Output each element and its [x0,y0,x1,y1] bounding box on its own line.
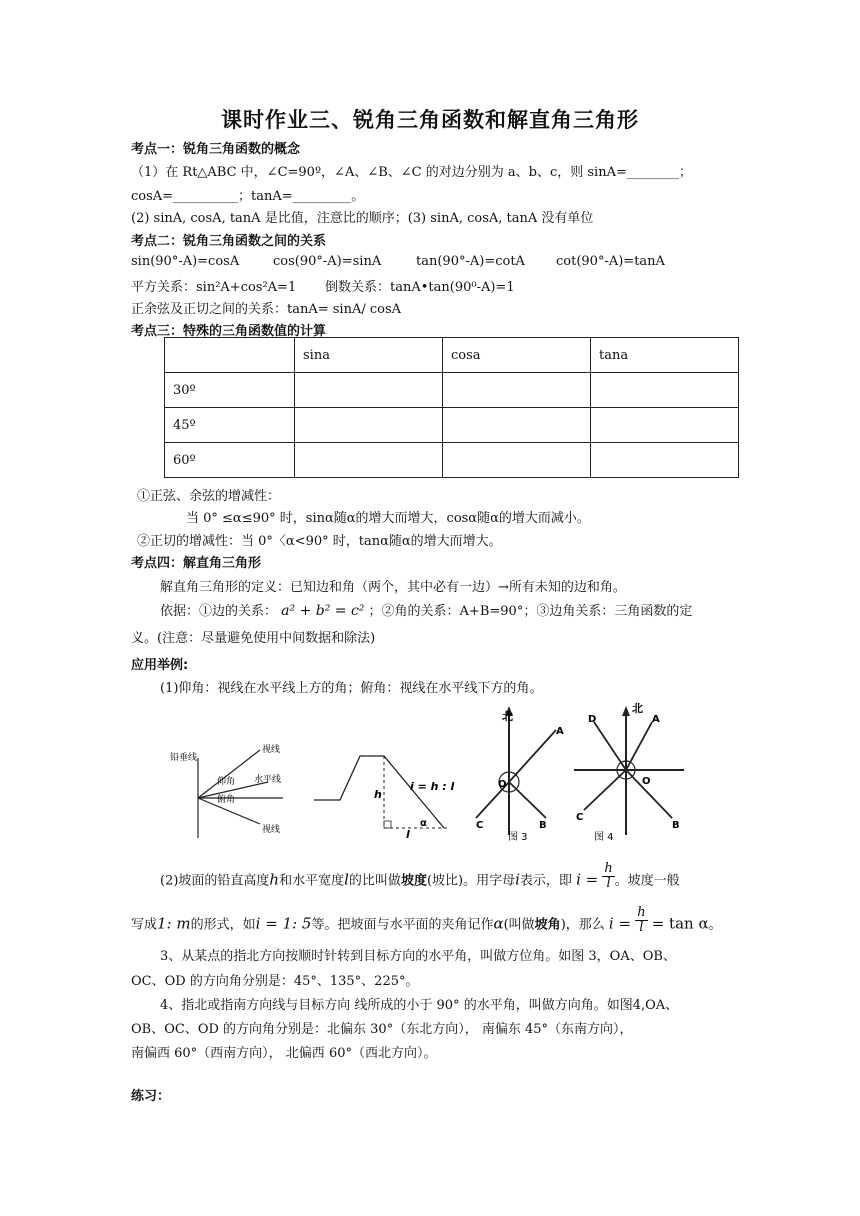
slope-definition-cont: 写成1: m的形式，如i = 1: 5等。把坡面与水平面的夹角记作α(叫做坡角)，那么 i = $\frac{h}{l}$ = tan α。 [131,905,722,936]
point-o-label: O [642,776,651,787]
table-cell [591,443,739,478]
table-cell [591,408,739,443]
sight-line-label: 视线 [262,745,281,755]
point-a-label: A [556,726,564,737]
table-cell [295,408,443,443]
s2-reciprocal-relation: 倒数关系：tanA•tan(90⁰-A)=1 [325,280,515,295]
section-1-heading: 考点一：锐角三角函数的概念 [131,142,301,157]
s2-relation-1: sin(90°-A)=cosA [131,254,240,269]
special-values-table [164,337,739,478]
text-run: 写成 [131,917,158,933]
symbol-1-m: 1: m [157,914,191,933]
text-run: 等。把坡面与水平面的夹角记作 [311,917,494,933]
point-c-label: C [576,812,584,823]
s2-relation-3: tan(90°-A)=cotA [416,254,525,269]
symbol-i-eq: i = [608,914,632,933]
elevation-depression-definition: (1)仰角：视线在水平线上方的角；俯角：视线在水平线下方的角。 [160,681,543,696]
symbol-h: h [269,870,280,889]
point-a-label: A [652,714,660,725]
fraction-numerator: h [637,905,646,920]
s1-line2: cosA=__________；tanA=_________。 [131,189,365,204]
depression-angle-label: 俯角 [217,795,236,805]
table-header-cell [165,338,295,373]
vertical-line-label: 铅垂线 [170,753,198,763]
text-run: )，那么 [560,917,605,933]
point-b-label: B [672,820,680,831]
bearing-diagram-fig4 [572,700,692,842]
term-slope: 坡度 [400,873,427,889]
monotonicity-sin-cos: 当 0° ≤α≤90° 时，sinα随α的增大而增大，cosα随α的增大而减小。 [186,511,590,526]
section-3-heading: 考点三：特殊的三角函数值的计算 [131,324,327,339]
table-row [165,373,739,408]
symbol-i: i [515,870,520,889]
table-header-cell: tana [591,338,739,373]
table-cell [591,373,739,408]
point-c-label: C [476,820,484,831]
table-cell [295,373,443,408]
table-cell [295,443,443,478]
text-run: 。坡度一般 [614,873,680,889]
horizontal-line-label: 水平线 [254,775,282,785]
text-run: (2)坡面的铅直高度 [160,873,270,889]
fraction-h-over-l [635,906,647,936]
point-d-label: D [588,714,597,725]
bearing-definition-cont: OB、OC、OD 的方向角分别是：北偏东 30°（东北方向）， 南偏东 45°（东南方向）， [131,1022,633,1037]
s1-line3: (2) sinA, cosA, tanA 是比值，注意比的顺序；(3) sinA, cosA, tanA 没有单位 [131,211,594,226]
table-cell [443,443,591,478]
table-row [165,408,739,443]
symbol-i-1-5: i = 1: 5 [255,914,312,933]
slope-angle-label: α [420,818,427,829]
symbol-l: l [344,870,349,889]
s1-line1: （1）在 Rt△ABC 中，∠C=90º，∠A、∠B、∠C 的对边分别为 a、b、c，则 sinA=________； [131,165,692,180]
table-row-label: 30º [165,373,295,408]
section-2-heading: 考点二：锐角三角函数之间的关系 [131,234,327,249]
height-label: h [374,788,382,801]
bearing-definition-cont2: 南偏西 60°（西南方向）， 北偏西 60°（西北方向）。 [131,1046,437,1061]
figure-4-caption: 图 4 [594,832,614,842]
table-header-cell: sina [295,338,443,373]
fraction-denominator: l [639,920,644,936]
solve-definition: 解直角三角形的定义：已知边和角（两个，其中必有一边）→所有未知的边和角。 [160,580,626,595]
elevation-depression-diagram [168,740,298,840]
basis-text: ；②角的关系：A+B=90°；③边角关系：三角函数的定 [368,604,693,619]
s2-relation-2: cos(90°-A)=sinA [273,254,382,269]
s2-square-relation: 平方关系：sin²A+cos²A=1 [131,280,297,295]
text-run: 的形式，如 [190,917,256,933]
table-cell [443,373,591,408]
practice-heading: 练习： [131,1089,171,1104]
page-title: 课时作业三、锐角三角函数和解直角三角形 [221,108,639,132]
fraction-numerator: h [604,861,613,876]
table-row-label: 60º [165,443,295,478]
table-cell [443,408,591,443]
point-b-label: B [539,820,547,831]
solve-basis [160,600,692,619]
azimuth-definition-cont: OC、OD 的方向角分别是：45°、135°、225°。 [131,974,419,989]
table-header-row [165,338,739,373]
pythagoras-formula: a² + b² = c² [281,603,365,619]
symbol-i-eq: i = [576,870,599,889]
applications-heading: 应用举例: [131,658,189,673]
table-row-label: 45º [165,408,295,443]
bearing-diagram-fig3 [464,700,574,842]
text-run: 和水平宽度 [279,873,345,889]
monotonicity-tan: ②正切的增减性：当 0°〈α<90° 时，tanα随α的增大而增大。 [137,534,502,549]
solve-note: 义。(注意：尽量避免使用中间数据和除法) [131,631,376,646]
fraction-denominator: l [606,876,611,892]
point-o-label: O [498,779,507,790]
text-run: (坡比)。用字母 [426,873,516,889]
north-label: 北 [632,702,643,715]
fraction-h-over-l [602,862,614,892]
width-label: l [406,828,410,840]
s2-ratio-relation: 正余弦及正切之间的关系：tanA= sinA/ cosA [131,302,402,317]
figure-3-caption: 图 3 [508,832,528,842]
text-run: 的比叫做 [348,873,401,889]
symbol-alpha: α [493,914,504,933]
table-row [165,443,739,478]
text-run: (叫做 [503,917,535,933]
azimuth-definition: 3、从某点的指北方向按顺时针转到目标方向的水平角，叫做方位角。如图 3，OA、OB、 [160,949,676,964]
s2-relation-4: cot(90°-A)=tanA [556,254,665,269]
sight-line-label: 视线 [262,825,281,835]
basis-text: 依据：①边的关系： [160,604,278,619]
slope-ratio-label: i = h : l [410,780,455,793]
elevation-angle-label: 仰角 [217,777,236,787]
monotonicity-heading: ①正弦、余弦的增减性： [137,489,281,504]
text-run: 表示，即 [519,873,572,889]
tan-alpha: = tan α [651,914,709,933]
term-slope-angle: 坡角 [534,917,561,933]
table-header-cell: cosa [443,338,591,373]
section-4-heading: 考点四：解直角三角形 [131,556,262,571]
slope-definition [160,861,680,896]
bearing-definition: 4、指北或指南方向线与目标方向 线所成的小于 90° 的水平角，叫做方向角。如图4,OA、 [160,998,679,1013]
slope-diagram [312,748,462,840]
north-label: 北 [502,710,513,723]
